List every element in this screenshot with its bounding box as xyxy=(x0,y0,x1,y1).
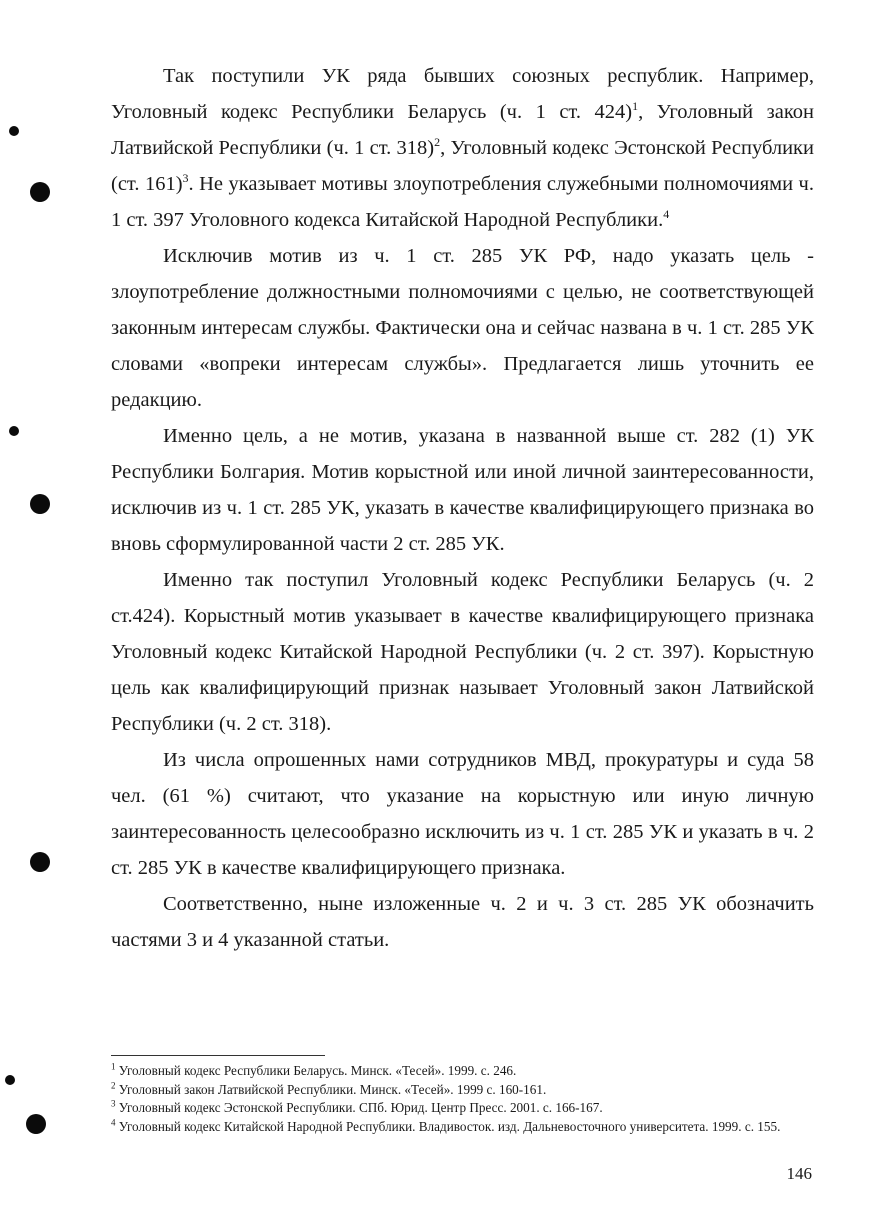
footnote xyxy=(111,1081,814,1100)
footnote xyxy=(111,1099,814,1118)
paragraph-text: , Уголовный закон Латвийской Республики (ч. 1 ст. 318) xyxy=(111,101,814,159)
footnote-ref[interactable]: 3 xyxy=(182,171,189,186)
punch-hole-mark xyxy=(9,126,19,136)
footnote-separator xyxy=(111,1055,325,1056)
paragraph xyxy=(111,562,814,742)
paragraph-text: Исключив мотив из ч. 1 ст. 285 УК РФ, надо указать цель - злоупотребление должностными полномочиями с целью, не соответствующей законным интересам службы. Фактически она и сейчас названа в ч. 1 ст. 285 УК словами «вопреки интересам службы». Предлагается лишь уточнить ее редакцию. xyxy=(111,245,814,411)
punch-hole-mark xyxy=(5,1075,15,1085)
footnote xyxy=(111,1118,814,1137)
paragraph-text: Соответственно, ныне изложенные ч. 2 и ч. 3 ст. 285 УК обозначить частями 3 и 4 указанной статьи. xyxy=(111,893,814,951)
footnote-mark: 1 xyxy=(111,1061,116,1072)
punch-hole-mark xyxy=(30,182,50,202)
paragraph xyxy=(111,238,814,418)
punch-hole-mark xyxy=(26,1114,46,1134)
paragraph xyxy=(111,886,814,958)
paragraph xyxy=(111,58,814,238)
footnote-text: Уголовный кодекс Эстонской Республики. СПб. Юрид. Центр Пресс. 2001. с. 166-167. xyxy=(115,1100,603,1115)
paragraph-text: Именно цель, а не мотив, указана в названной выше ст. 282 (1) УК Республики Болгария. Мотив корыстной или иной личной заинтересованности, исключив из ч. 1 ст. 285 УК, указать в качестве квалифицирующего признака во вновь сформулированной части 2 ст. 285 УК. xyxy=(111,425,814,555)
paragraph-text: Из числа опрошенных нами сотрудников МВД, прокуратуры и суда 58 чел. (61 %) считают, что указание на корыстную или иную личную заинтересованность целесообразно исключить из ч. 1 ст. 285 УК и указать в ч. 2 ст. 285 УК в качестве квалифицирующего признака. xyxy=(111,749,814,879)
punch-hole-mark xyxy=(30,852,50,872)
paragraph xyxy=(111,418,814,562)
footnote-mark: 3 xyxy=(111,1098,116,1109)
punch-hole-mark xyxy=(9,426,19,436)
footnote-list xyxy=(111,1062,814,1136)
page-number: 146 xyxy=(786,1164,812,1183)
footnote-ref[interactable]: 2 xyxy=(434,135,441,150)
paragraph xyxy=(111,742,814,886)
footnote-mark: 2 xyxy=(111,1080,116,1091)
paragraph-text: Именно так поступил Уголовный кодекс Республики Беларусь (ч. 2 ст.424). Корыстный мотив указывает в качестве квалифицирующего признака Уголовный кодекс Китайской Народной Республики (ч. 2 ст. 397). Корыстную цель как квалифицирующий признак называет Уголовный закон Латвийской Республики (ч. 2 ст. 318). xyxy=(111,569,814,735)
footnote-text: Уголовный закон Латвийской Республики. Минск. «Тесей». 1999 с. 160-161. xyxy=(115,1081,547,1097)
footnotes xyxy=(111,1055,814,1136)
paragraph-text: Так поступили УК ряда бывших союзных республик. Например, Уголовный кодекс Республики Беларусь (ч. 1 ст. 424) xyxy=(111,65,814,123)
footnote-text: Уголовный кодекс Республики Беларусь. Минск. «Тесей». 1999. с. 246. xyxy=(115,1063,517,1078)
body-text xyxy=(111,58,814,958)
paragraph-text: , Уголовный кодекс Эстонской Республики (ст. 161) xyxy=(111,137,814,195)
footnote-text: Уголовный кодекс Китайской Народной Республики. Владивосток. изд. Дальневосточного университета. 1999. с. 155. xyxy=(115,1118,781,1134)
paragraph-text: . Не указывает мотивы злоупотребления служебными полномочиями ч. 1 ст. 397 Уголовного кодекса Китайской Народной Республики. xyxy=(111,173,814,231)
footnote-mark: 4 xyxy=(111,1117,116,1128)
footnote xyxy=(111,1062,814,1081)
footnote-ref[interactable]: 4 xyxy=(663,207,670,222)
footnote-ref[interactable]: 1 xyxy=(632,99,639,114)
punch-hole-mark xyxy=(30,494,50,514)
